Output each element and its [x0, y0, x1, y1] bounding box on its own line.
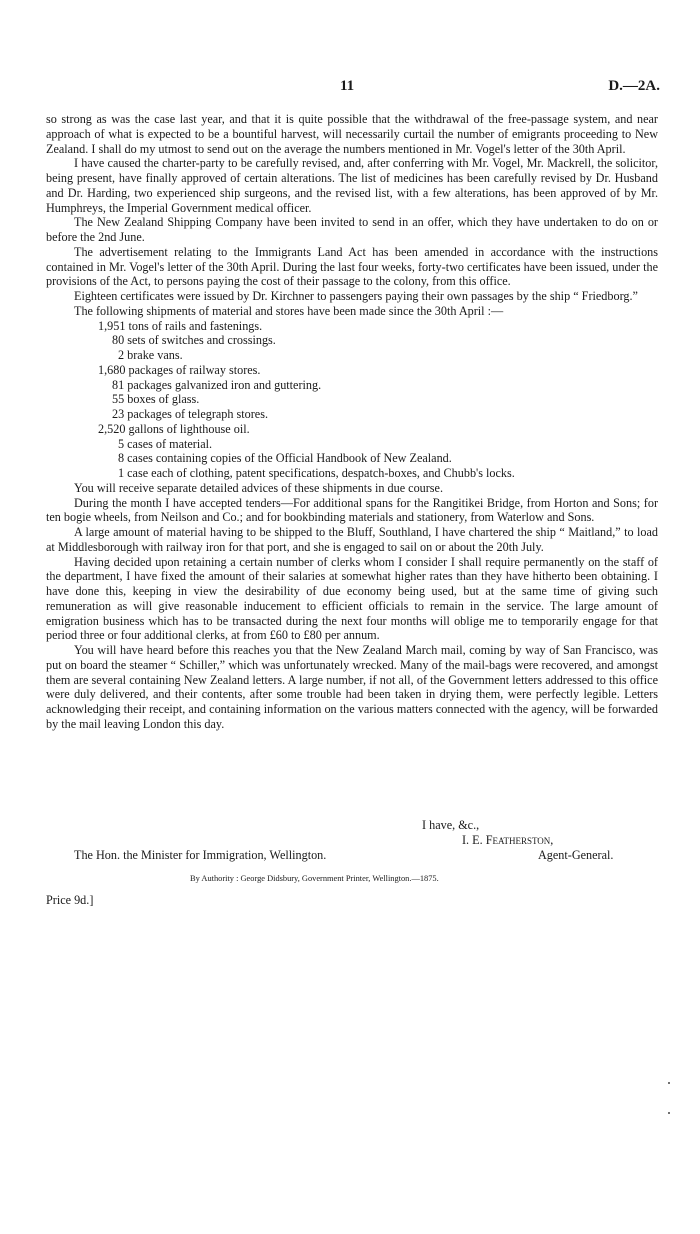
- shipment-item: 1,951 tons of rails and fastenings.: [98, 318, 263, 333]
- page-number: 11: [340, 78, 355, 94]
- letter-body: [46, 112, 658, 732]
- paragraph-charter-party: I have caused the charter-party to be carefully revised, and, after conferring with Mr. Vogel, Mr. Mackrell, the solicitor, being present, have finally approved of certain alterations. The list of medicines has been carefully revised by Dr. Husband and Dr. Harding, two experienced ship surgeons, and the revised list, with a few alterations, has been approved of by Mr. Humphreys, the Imperial Government medical officer.: [46, 156, 658, 215]
- paragraph-shipping-company: The New Zealand Shipping Company have been invited to send in an offer, which they have undertaken to do on or before the 2nd June.: [46, 215, 658, 244]
- scan-speck: [668, 1082, 670, 1084]
- shipment-item: 81 packages galvanized iron and guttering.: [112, 377, 322, 392]
- shipment-item: 1,680 packages of railway stores.: [98, 362, 261, 377]
- shipment-item: 5 cases of material.: [118, 436, 213, 451]
- paragraph-shipments-intro: The following shipments of material and stores have been made since the 30th April :—: [74, 303, 504, 318]
- paragraph-charter-maitland: A large amount of material having to be shipped to the Bluff, Southland, I have chartered the ship “ Maitland,” to load at Middlesborough with railway iron for that port, and she is engaged to sail on or about the 20th July.: [46, 525, 658, 554]
- price-label: Price 9d.]: [46, 893, 94, 907]
- shipment-item: 55 boxes of glass.: [112, 392, 200, 407]
- shipments-list: [46, 319, 658, 481]
- shipment-item: 1 case each of clothing, patent specifications, despatch-boxes, and Chubb's locks.: [118, 466, 515, 480]
- addressee: The Hon. the Minister for Immigration, Wellington.: [74, 848, 327, 862]
- paragraph-emigration-outlook: so strong as was the case last year, and that it is quite possible that the withdrawal of the free-passage system, and near approach of what is expected to be a bountiful harvest, will necessarily curtail the number of emigrants proceeding to New Zealand. I shall do my utmost to send out on the average the numbers mentioned in Mr. Vogel's letter of the 30th April.: [46, 112, 658, 156]
- paragraph-clerks-salaries: Having decided upon retaining a certain number of clerks whom I consider I shall require permanently on the staff of the department, I have fixed the amount of their salaries at somewhat higher rates than they have hitherto been obtaining. I have done this, keeping in view the desirability of due economy being used, but at the same time of giving such remuneration as will give reasonable inducement to efficient officials to remain in the service. The large amount of emigration business which has to be transacted during the next four months will oblige me to temporarily engage for that period three or four additional clerks, at from £60 to £80 per annum.: [46, 554, 658, 643]
- shipment-item: 80 sets of switches and crossings.: [112, 333, 276, 348]
- signatory-name: I. E. Featherston,: [462, 833, 554, 847]
- scan-speck: [668, 1112, 670, 1114]
- signatory-title: Agent-General.: [538, 848, 614, 862]
- shipment-item: 23 packages of telegraph stores.: [112, 407, 269, 421]
- paragraph-tenders: During the month I have accepted tenders—For additional spans for the Rangitikei Bridge, from Horton and Sons; for ten bogie wheels, from Neilson and Co.; and for bookbinding materials and stationery, from Waterlow and Sons.: [46, 495, 658, 525]
- salutation: I have, &c.,: [422, 818, 480, 832]
- letter-closing: [46, 818, 658, 863]
- paragraph-certificates: Eighteen certificates were issued by Dr. Kirchner to passengers paying their own passages by the ship “ Friedborg.”: [74, 289, 638, 303]
- document-reference: D.—2A.: [608, 78, 660, 94]
- shipment-item: 2,520 gallons of lighthouse oil.: [98, 421, 250, 436]
- paragraph-march-mail: You will have heard before this reaches you that the New Zealand March mail, coming by way of San Francisco, was put on board the steamer “ Schiller,” which was unfortunately wrecked. Many of the mail-bags were recovered, and amongst them are several containing New Zealand letters. A large number, if not all, of the Government letters addressed to this office were duly delivered, and their contents, after some trouble had been taken in drying them, were perfectly legible. Letters acknowledging their receipt, and containing information on the various matters connected with the agency, will be forwarded by the mail leaving London this day.: [46, 643, 658, 731]
- shipment-item: 8 cases containing copies of the Official Handbook of New Zealand.: [118, 451, 452, 466]
- paragraph-land-act: The advertisement relating to the Immigrants Land Act has been amended in accordance with the instructions contained in Mr. Vogel's letter of the 30th April. During the last four weeks, forty-two certificates have been issued, under the provisions of the Act, to persons paying the cost of their passage to the colony, from this office.: [46, 244, 658, 289]
- shipment-item: 2 brake vans.: [118, 348, 183, 362]
- printer-imprint: By Authority : George Didsbury, Government Printer, Wellington.—1875.: [190, 874, 439, 883]
- paragraph-advices: You will receive separate detailed advices of these shipments in due course.: [74, 480, 444, 495]
